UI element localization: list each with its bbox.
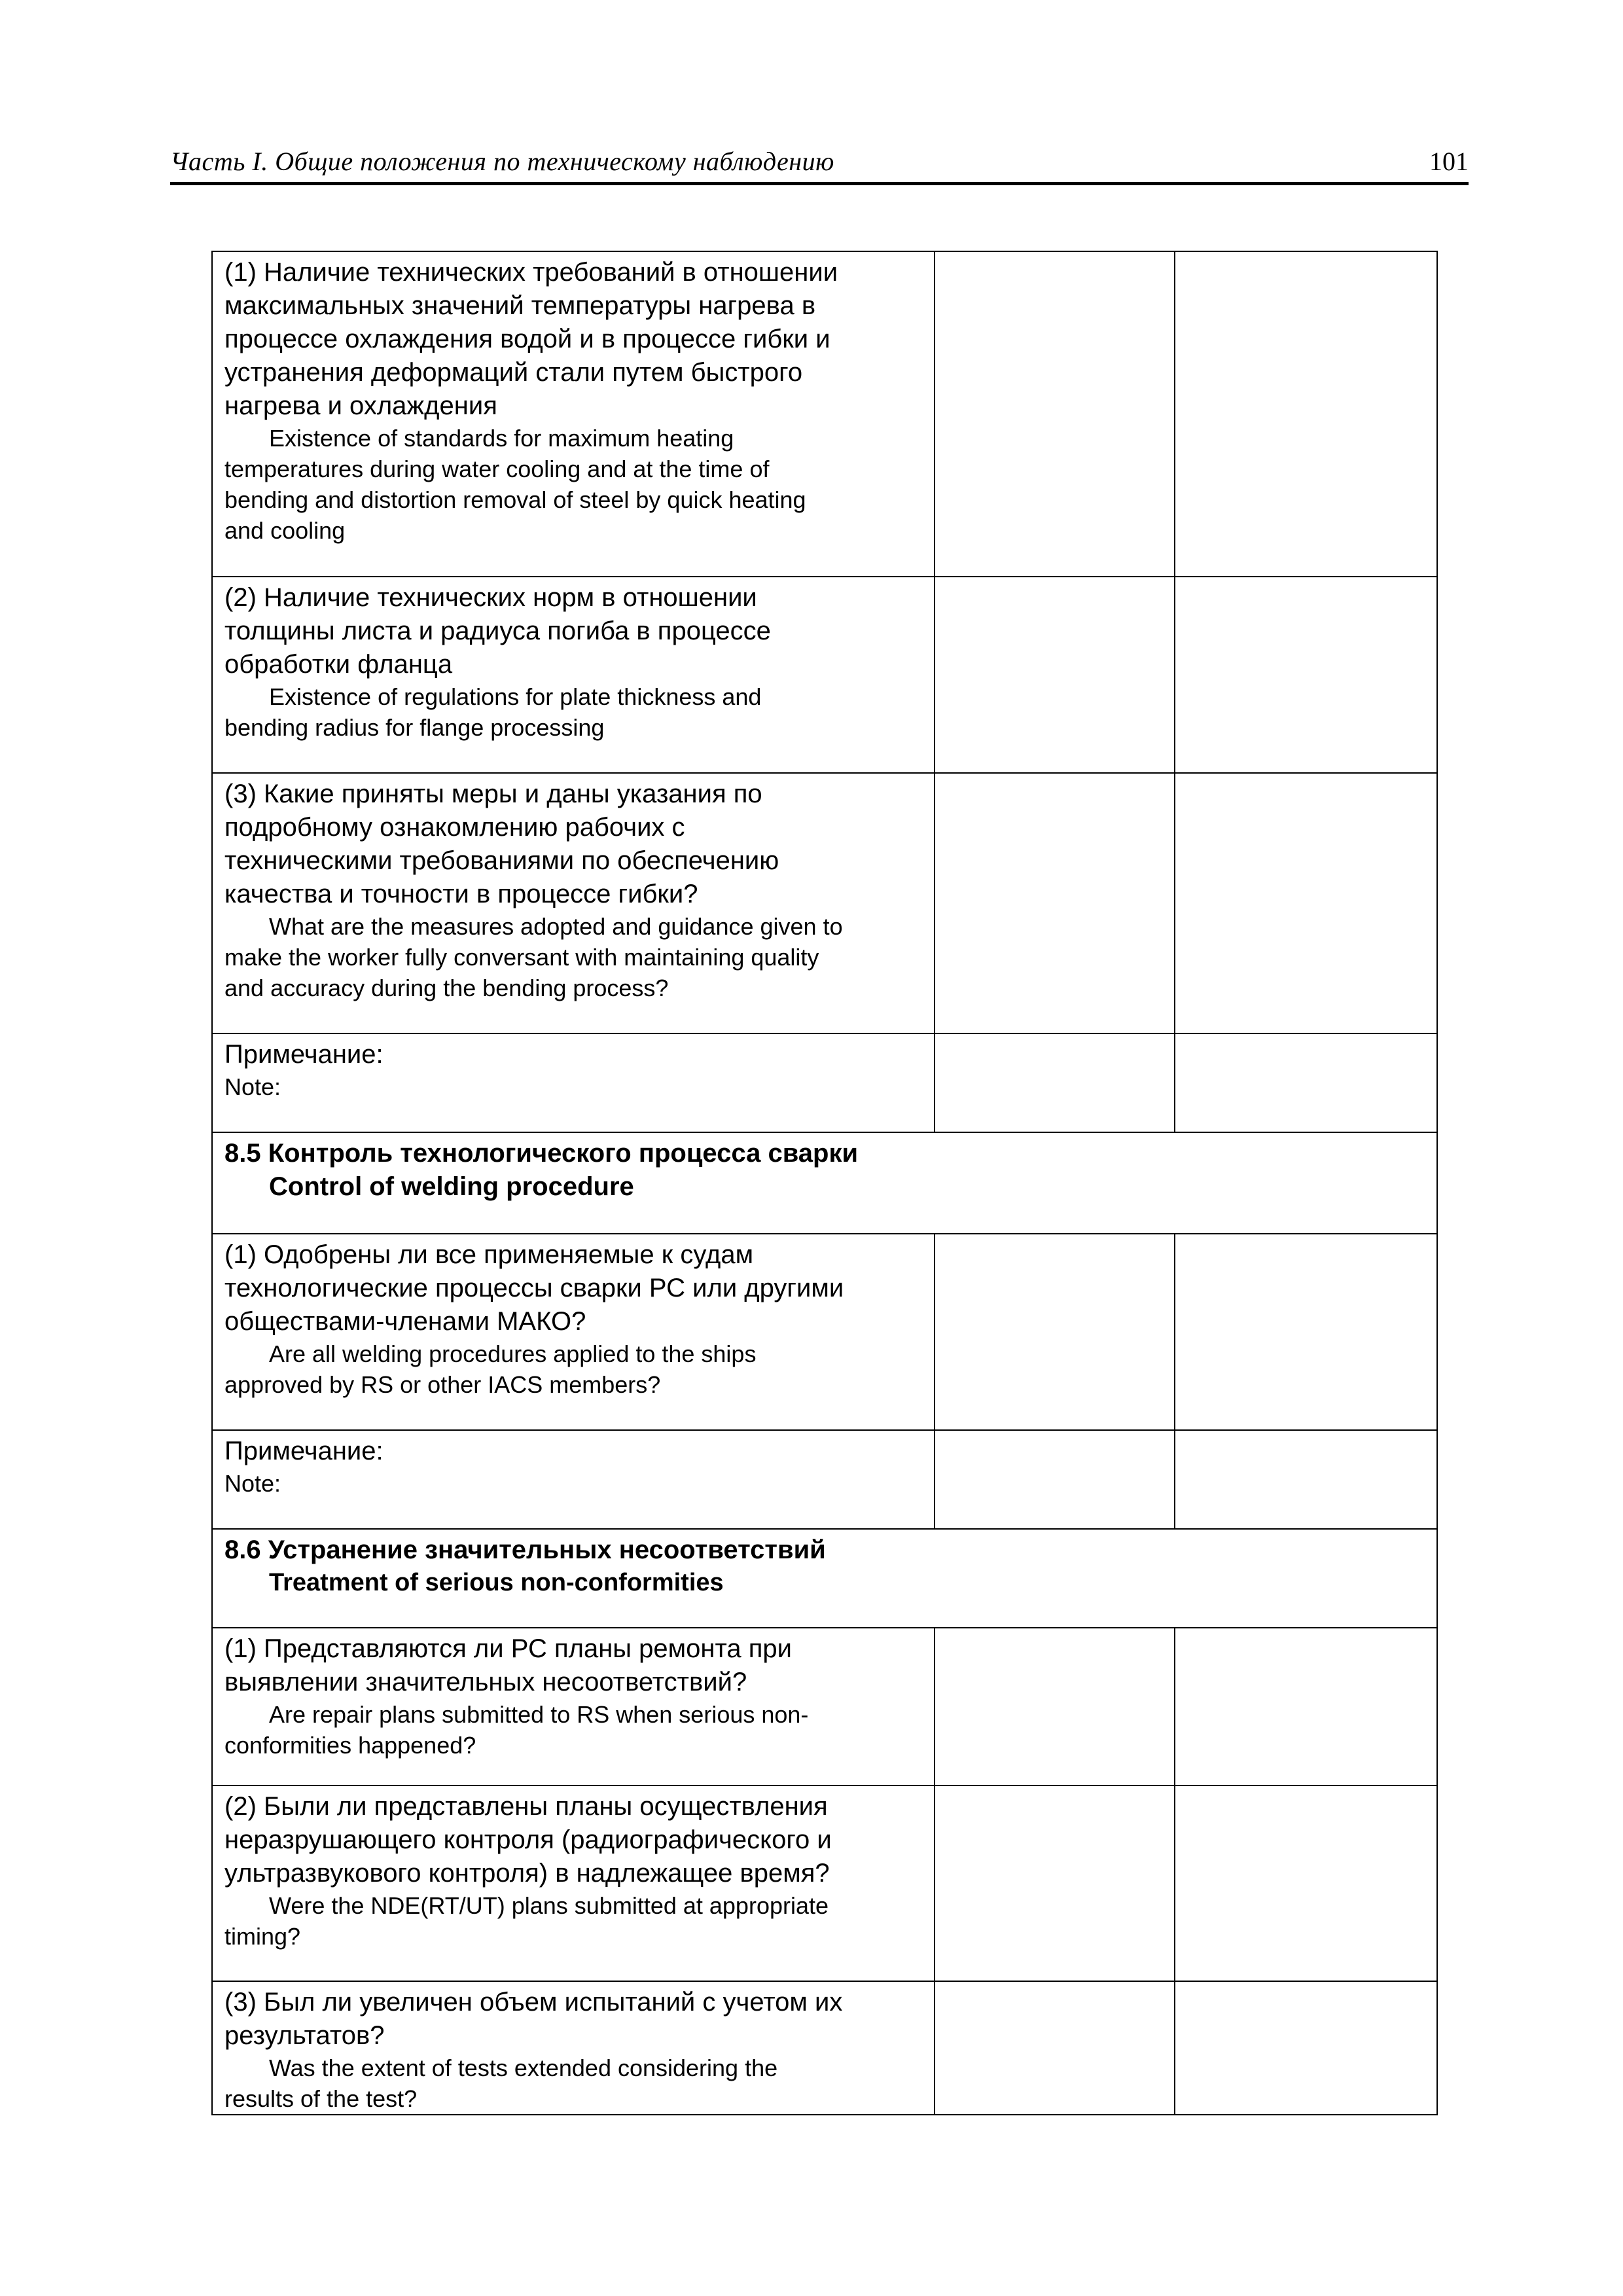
table-row xyxy=(212,1033,1437,1132)
question-cell xyxy=(212,577,935,773)
table-row xyxy=(212,773,1437,1033)
question-en: What are the measures adopted and guidance given to make the worker fully conversant with maintaining quality and accuracy during the bending process? xyxy=(224,913,843,1001)
note-label-ru: Примечание: xyxy=(224,1040,383,1069)
section-header-row xyxy=(212,1529,1437,1628)
note-label-en: Note: xyxy=(224,1073,281,1100)
question-cell xyxy=(212,251,935,577)
question-cell xyxy=(212,1234,935,1430)
remarks-cell[interactable] xyxy=(1175,1430,1437,1529)
remarks-cell[interactable] xyxy=(1175,1981,1437,2115)
answer-cell[interactable] xyxy=(935,1628,1175,1785)
question-ru: (2) Наличие технических норм в отношении толщины листа и радиуса погиба в процессе обработки фланца xyxy=(224,583,771,679)
question-cell xyxy=(212,1628,935,1785)
answer-cell[interactable] xyxy=(935,773,1175,1033)
table-row xyxy=(212,1628,1437,1785)
question-ru: (1) Представляются ли РС планы ремонта при выявлении значительных несоответствий? xyxy=(224,1634,792,1696)
question-cell xyxy=(212,1981,935,2115)
section-title-ru: 8.6 Устранение значительных несоответствий xyxy=(224,1535,826,1564)
question-en: Existence of standards for maximum heating temperatures during water cooling and at the time of bending and distortion removal of steel by quick heating and cooling xyxy=(224,425,806,544)
running-title: Часть I. Общие положения по техническому наблюдению xyxy=(170,147,834,176)
note-label-ru: Примечание: xyxy=(224,1437,383,1465)
section-title-ru: 8.5 Контроль технологического процесса сварки xyxy=(224,1139,859,1168)
question-ru: (2) Были ли представлены планы осуществления неразрушающего контроля (радиографического и ультразвукового контроля) в надлежащее время? xyxy=(224,1792,832,1888)
question-ru: (1) Наличие технических требований в отношении максимальных значений температуры нагрева в процессе охлаждения водой и в процессе гибки и устранения деформаций стали путем быстрого нагрева и охлаждения xyxy=(224,258,838,420)
page-number: 101 xyxy=(1429,147,1469,176)
remarks-cell[interactable] xyxy=(1175,1628,1437,1785)
answer-cell[interactable] xyxy=(935,1234,1175,1430)
remarks-cell[interactable] xyxy=(1175,577,1437,773)
table-row xyxy=(212,1785,1437,1981)
remarks-cell[interactable] xyxy=(1175,1234,1437,1430)
table-row xyxy=(212,577,1437,773)
question-en: Are repair plans submitted to RS when serious non- conformities happened? xyxy=(224,1701,809,1759)
question-en: Are all welding procedures applied to the ships approved by RS or other IACS members? xyxy=(224,1340,757,1398)
section-header-8-5 xyxy=(212,1132,1437,1234)
question-ru: (3) Был ли увеличен объем испытаний с учетом их результатов? xyxy=(224,1988,843,2050)
note-cell xyxy=(212,1033,935,1132)
remarks-cell[interactable] xyxy=(1175,1033,1437,1132)
section-title-en: Control of welding procedure xyxy=(269,1172,634,1201)
remarks-cell[interactable] xyxy=(1175,1785,1437,1981)
section-header-row xyxy=(212,1132,1437,1234)
table-row xyxy=(212,1981,1437,2115)
answer-cell[interactable] xyxy=(935,1981,1175,2115)
remarks-cell[interactable] xyxy=(1175,773,1437,1033)
page-header xyxy=(170,143,1469,185)
question-en: Was the extent of tests extended considering the results of the test? xyxy=(224,2054,778,2112)
answer-cell[interactable] xyxy=(935,577,1175,773)
table-row xyxy=(212,1234,1437,1430)
table-row xyxy=(212,1430,1437,1529)
section-header-8-6 xyxy=(212,1529,1437,1628)
question-cell xyxy=(212,1785,935,1981)
remarks-cell[interactable] xyxy=(1175,251,1437,577)
note-label-en: Note: xyxy=(224,1470,281,1497)
note-cell xyxy=(212,1430,935,1529)
answer-cell[interactable] xyxy=(935,1785,1175,1981)
answer-cell[interactable] xyxy=(935,251,1175,577)
question-en: Existence of regulations for plate thickness and bending radius for flange processing xyxy=(224,683,762,741)
question-en: Were the NDE(RT/UT) plans submitted at appropriate timing? xyxy=(224,1892,829,1950)
table-row xyxy=(212,251,1437,577)
question-ru: (3) Какие приняты меры и даны указания по подробному ознакомлению рабочих с техническими требованиями по обеспечению качества и точности в процессе гибки? xyxy=(224,780,779,908)
checklist-table xyxy=(211,251,1438,2115)
question-ru: (1) Одобрены ли все применяемые к судам технологические процессы сварки РС или другими обществами-членами МАКО? xyxy=(224,1240,844,1336)
question-cell xyxy=(212,773,935,1033)
answer-cell[interactable] xyxy=(935,1033,1175,1132)
section-title-en: Treatment of serious non-conformities xyxy=(269,1569,724,1596)
answer-cell[interactable] xyxy=(935,1430,1175,1529)
